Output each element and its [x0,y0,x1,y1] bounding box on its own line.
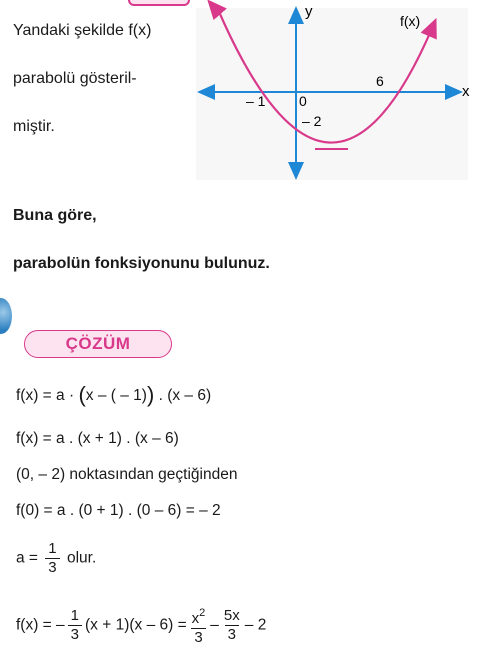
open-paren: ( [78,382,86,407]
fraction-one-third [45,540,59,577]
solution-badge [24,330,172,358]
x-axis-label: x [462,83,470,100]
problem-line-2: parabolü gösteril- [13,70,137,87]
solution-step-3: (0, – 2) noktasından geçtiğinden [16,466,238,483]
y-axis-label: y [305,3,313,20]
step6-product: (x + 1)(x – 6) = [85,616,187,634]
frac2-base: x [191,610,200,627]
problem-line-1: Yandaki şekilde f(x) [13,22,152,39]
frac1-den: 3 [68,625,82,644]
solution-step-4: f(0) = a . (0 + 1) . (0 – 6) = – 2 [16,502,221,519]
root-left-label: – 1 [246,93,266,109]
parabola-left-arrow [213,6,220,14]
frac-num: 1 [48,540,57,557]
origin-label: 0 [299,93,307,109]
step5-text: olur. [62,549,97,567]
frac2-num [190,604,208,628]
frac2-den: 3 [191,628,205,647]
root-right-label: 6 [376,73,384,89]
parabola-curve [220,14,433,143]
solution-step-1 [16,382,211,408]
step1-rhs: . (x – 6) [154,387,212,404]
fraction-3 [222,607,242,644]
side-bullet-icon [0,298,12,334]
frac2-exponent: 2 [199,607,206,619]
solution-step-6 [16,604,266,647]
step6-constant: – 2 [244,616,267,634]
frac-den: 3 [45,558,59,577]
step6-lhs: f(x) = – [16,616,65,634]
step5-lhs: a = [16,549,43,567]
frac3-num: 5x [223,607,240,624]
problem-line-3: miştir. [13,118,55,135]
step6-minus: – [210,616,219,634]
frac1-num: 1 [70,607,80,624]
curve-label: f(x) [400,13,421,29]
y-intercept-label: – 2 [302,113,322,129]
parabola-graph [0,0,480,200]
frac3-den: 3 [225,625,239,644]
solution-badge-label: ÇÖZÜM [65,334,131,353]
question-line-1: Buna göre, [13,207,97,224]
solution-step-2: f(x) = a . (x + 1) . (x – 6) [16,430,179,447]
close-paren: ) [146,382,155,407]
solution-step-5 [16,540,96,577]
fraction-1 [68,607,82,644]
question-line-2: parabolün fonksiyonunu bulunuz. [13,255,270,272]
step1-lhs: f(x) = a · [16,387,79,404]
fraction-2 [190,604,208,647]
step1-inner: x – ( – 1) [85,387,147,404]
